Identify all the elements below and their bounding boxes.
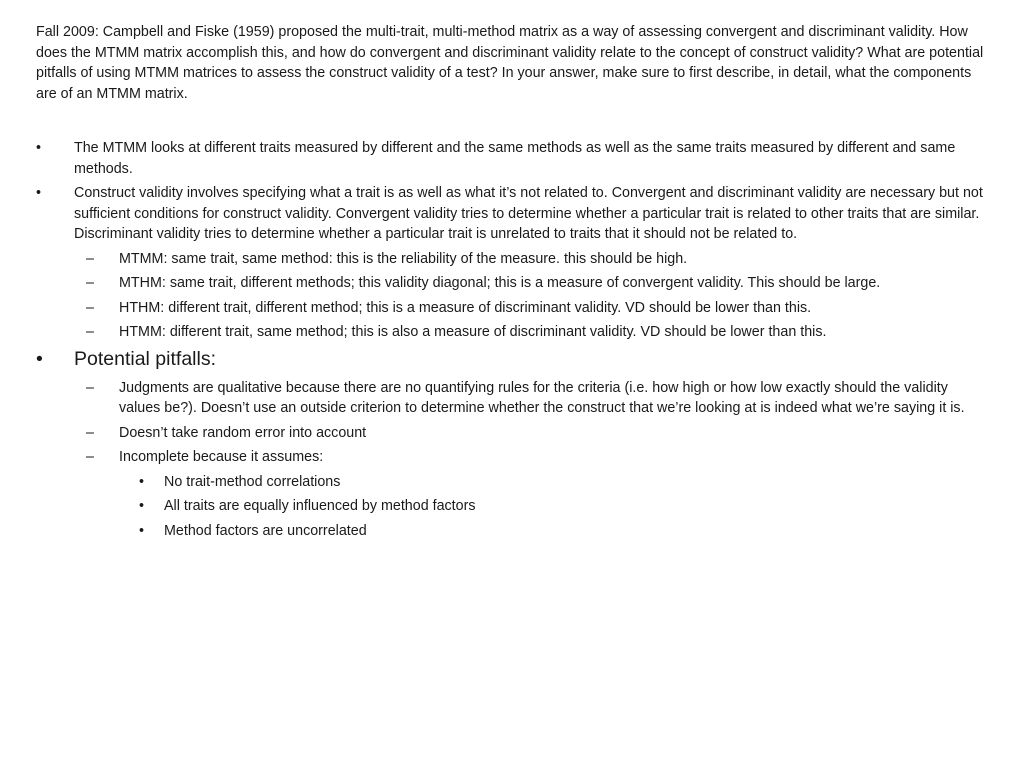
bullet-dash-icon: – <box>86 299 94 316</box>
bullet-dot-icon: • <box>139 473 145 490</box>
bullet-text: The MTMM looks at different traits measured by different and the same methods as well as the same traits measured by different and same methods. <box>74 140 956 177</box>
sub-bullet-htmm <box>36 322 988 343</box>
bullet-dash-icon: – <box>86 324 94 340</box>
sub-bullet-text: Incomplete because it assumes: <box>119 449 324 465</box>
sub-bullet-text: HTHM: different trait, different method; this is a measure of discriminant validity. VD should be lower than this. <box>119 299 812 316</box>
slide-content <box>36 22 988 545</box>
sub-bullet-hthm <box>36 298 988 319</box>
bullet-dash-icon: – <box>86 250 94 267</box>
bullet-dot-icon: • <box>139 522 145 539</box>
sub-bullet-incomplete <box>36 447 988 468</box>
bullet-construct-validity <box>36 183 988 245</box>
sub-bullet-text: Doesn’t take random error into account <box>119 424 367 441</box>
sub-sub-bullet-text: All traits are equally influenced by method factors <box>164 498 476 514</box>
bullet-heading: Potential pitfalls: <box>74 347 216 370</box>
sub-bullet-text: MTHM: same trait, different methods; this validity diagonal; this is a measure of convergent validity. This should be large. <box>119 275 881 291</box>
bullet-dot-icon: • <box>36 185 42 201</box>
sub-bullet-text: HTMM: different trait, same method; this is also a measure of discriminant validity. VD should be lower than this. <box>119 324 827 340</box>
sub-sub-bullet-uncorrelated <box>36 521 988 542</box>
bullet-dot-icon: • <box>36 140 42 156</box>
bullet-mtmm-overview <box>36 138 988 179</box>
bullet-dash-icon: – <box>86 449 94 465</box>
sub-bullet-judgments <box>36 378 988 419</box>
sub-sub-bullet-text: Method factors are uncorrelated <box>164 522 367 539</box>
sub-sub-bullet-text: No trait-method correlations <box>164 473 341 490</box>
sub-bullet-mtmm <box>36 249 988 270</box>
bullet-text: Construct validity involves specifying what a trait is as well as what it’s not related to. Convergent and discriminant validity are necessary but not sufficient conditions for construct validity. Convergent validity tries to determine whether a particular trait is related to other traits that are similar. Discriminant validity tries to determine whether a particular trait is unrelated to traits that it should not be related to. <box>74 185 983 242</box>
bullet-dash-icon: – <box>86 379 94 396</box>
sub-bullet-text: Judgments are qualitative because there are no quantifying rules for the criteria (i.e. how high or how low exactly should the validity values be?). Doesn’t use an outside criterion to determine whether the construct that we’re looking at is indeed what we’re saying it is. <box>119 379 965 416</box>
bullet-dot-icon: • <box>36 347 43 370</box>
sub-bullet-mthm <box>36 273 988 294</box>
bullet-potential-pitfalls <box>36 347 988 372</box>
question-text: Fall 2009: Campbell and Fiske (1959) proposed the multi-trait, multi-method matrix as a way of assessing convergent and discriminant validity. How does the MTMM matrix accomplish this, and how do convergent and discriminant validity relate to the concept of construct validity? What are potential pitfalls of using MTMM matrices to assess the construct validity of a test? In your answer, make sure to first describe, in detail, what the components are of an MTMM matrix. <box>36 24 984 102</box>
bullet-dot-icon: • <box>139 498 145 514</box>
sub-sub-bullet-equally-influenced <box>36 496 988 517</box>
sub-bullet-text: MTMM: same trait, same method: this is the reliability of the measure. this should be high. <box>119 250 688 267</box>
sub-sub-bullet-no-correlations <box>36 472 988 493</box>
sub-bullet-random-error <box>36 423 988 444</box>
bullet-dash-icon: – <box>86 275 94 291</box>
bullet-dash-icon: – <box>86 424 94 441</box>
